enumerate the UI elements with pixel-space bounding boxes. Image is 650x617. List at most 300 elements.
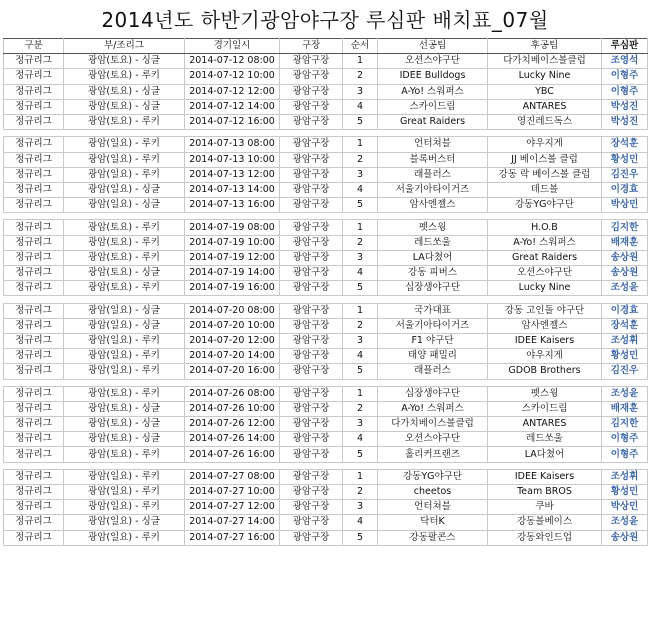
second-team-cell: 야우지게 — [488, 349, 602, 364]
spacer-cell — [602, 296, 648, 303]
datetime-cell: 2014-07-19 16:00 — [185, 281, 280, 296]
division-cell: 정규리그 — [4, 447, 64, 462]
group-spacer-row — [4, 213, 648, 220]
field-cell: 광암구장 — [280, 137, 343, 152]
order-cell: 5 — [343, 364, 378, 379]
league-cell: 광암(일요) - 루키 — [64, 469, 185, 484]
division-cell: 정규리그 — [4, 333, 64, 348]
second-team-cell: 오션스야구단 — [488, 266, 602, 281]
division-cell: 정규리그 — [4, 182, 64, 197]
field-cell: 광암구장 — [280, 99, 343, 114]
second-team-cell: 쿠바 — [488, 500, 602, 515]
umpire-cell: 조성윤 — [602, 281, 648, 296]
table-row — [4, 447, 648, 462]
spacer-cell — [488, 462, 602, 469]
second-team-cell: 암사엔젤스 — [488, 318, 602, 333]
league-cell: 광암(토요) - 루키 — [64, 447, 185, 462]
umpire-cell: 김지한 — [602, 417, 648, 432]
division-cell: 정규리그 — [4, 401, 64, 416]
umpire-cell: 장석훈 — [602, 318, 648, 333]
order-cell: 2 — [343, 152, 378, 167]
order-cell: 1 — [343, 386, 378, 401]
order-cell: 3 — [343, 417, 378, 432]
table-row — [4, 500, 648, 515]
table-row — [4, 182, 648, 197]
field-cell: 광암구장 — [280, 167, 343, 182]
first-team-cell: 레드쏘울 — [378, 235, 488, 250]
group-spacer-row — [4, 462, 648, 469]
first-team-cell: 오션스야구단 — [378, 54, 488, 69]
umpire-cell: 이경효 — [602, 303, 648, 318]
second-team-cell: Team BROS — [488, 485, 602, 500]
second-team-cell: Great Raiders — [488, 250, 602, 265]
table-row — [4, 69, 648, 84]
league-cell: 광암(토요) - 루키 — [64, 69, 185, 84]
table-row — [4, 84, 648, 99]
division-cell: 정규리그 — [4, 417, 64, 432]
second-team-cell: 강동와인드업 — [488, 530, 602, 545]
order-cell: 3 — [343, 84, 378, 99]
spacer-cell — [4, 296, 64, 303]
order-cell: 2 — [343, 235, 378, 250]
league-cell: 광암(일요) - 루키 — [64, 152, 185, 167]
first-team-cell: A-Yo! 스워퍼스 — [378, 401, 488, 416]
spacer-cell — [280, 213, 343, 220]
datetime-cell: 2014-07-19 10:00 — [185, 235, 280, 250]
datetime-cell: 2014-07-12 16:00 — [185, 114, 280, 129]
order-cell: 4 — [343, 182, 378, 197]
field-cell: 광암구장 — [280, 447, 343, 462]
first-team-cell: 홀리커프랜즈 — [378, 447, 488, 462]
league-cell: 광암(토요) - 루키 — [64, 281, 185, 296]
first-team-cell: 블록버스터 — [378, 152, 488, 167]
field-cell: 광암구장 — [280, 182, 343, 197]
league-cell: 광암(토요) - 싱글 — [64, 84, 185, 99]
group-spacer-row — [4, 379, 648, 386]
datetime-cell: 2014-07-19 14:00 — [185, 266, 280, 281]
umpire-cell: 이형주 — [602, 447, 648, 462]
first-team-cell: cheetos — [378, 485, 488, 500]
table-row — [4, 235, 648, 250]
second-team-cell: 야우지게 — [488, 137, 602, 152]
table-row — [4, 114, 648, 129]
order-cell: 2 — [343, 318, 378, 333]
datetime-cell: 2014-07-20 10:00 — [185, 318, 280, 333]
field-cell: 광암구장 — [280, 333, 343, 348]
datetime-cell: 2014-07-13 16:00 — [185, 198, 280, 213]
datetime-cell: 2014-07-12 08:00 — [185, 54, 280, 69]
second-team-cell: A-Yo! 스워퍼스 — [488, 235, 602, 250]
division-cell: 정규리그 — [4, 485, 64, 500]
umpire-cell: 배재훈 — [602, 235, 648, 250]
spacer-cell — [602, 462, 648, 469]
division-cell: 정규리그 — [4, 281, 64, 296]
division-cell: 정규리그 — [4, 530, 64, 545]
group-spacer-row — [4, 130, 648, 137]
order-cell: 4 — [343, 515, 378, 530]
order-cell: 5 — [343, 447, 378, 462]
umpire-cell: 황성민 — [602, 349, 648, 364]
order-cell: 4 — [343, 99, 378, 114]
league-cell: 광암(토요) - 싱글 — [64, 401, 185, 416]
datetime-cell: 2014-07-26 14:00 — [185, 432, 280, 447]
schedule-body — [4, 54, 648, 546]
first-team-cell: 언터쳐블 — [378, 137, 488, 152]
league-cell: 광암(일요) - 루키 — [64, 530, 185, 545]
umpire-cell: 김지한 — [602, 220, 648, 235]
table-row — [4, 152, 648, 167]
division-cell: 정규리그 — [4, 99, 64, 114]
datetime-cell: 2014-07-26 12:00 — [185, 417, 280, 432]
umpire-cell: 황성민 — [602, 152, 648, 167]
datetime-cell: 2014-07-20 16:00 — [185, 364, 280, 379]
league-cell: 광암(토요) - 루키 — [64, 386, 185, 401]
field-cell: 광암구장 — [280, 417, 343, 432]
umpire-cell: 황성민 — [602, 485, 648, 500]
second-team-cell: JJ 베이스볼 클럽 — [488, 152, 602, 167]
order-cell: 5 — [343, 530, 378, 545]
umpire-cell: 박성진 — [602, 114, 648, 129]
first-team-cell: 강동YG야구단 — [378, 469, 488, 484]
league-cell: 광암(일요) - 루키 — [64, 333, 185, 348]
first-team-cell: 강동 피버스 — [378, 266, 488, 281]
spacer-cell — [378, 296, 488, 303]
second-team-cell: YBC — [488, 84, 602, 99]
field-cell: 광암구장 — [280, 281, 343, 296]
umpire-cell: 박상민 — [602, 198, 648, 213]
umpire-cell: 장석훈 — [602, 137, 648, 152]
table-row — [4, 266, 648, 281]
second-team-cell: GDOB Brothers — [488, 364, 602, 379]
umpire-cell: 이형주 — [602, 432, 648, 447]
datetime-cell: 2014-07-19 12:00 — [185, 250, 280, 265]
umpire-cell: 조성휘 — [602, 469, 648, 484]
league-cell: 광암(일요) - 루키 — [64, 349, 185, 364]
table-row — [4, 515, 648, 530]
league-cell: 광암(일요) - 루키 — [64, 167, 185, 182]
first-team-cell: Great Raiders — [378, 114, 488, 129]
division-cell: 정규리그 — [4, 84, 64, 99]
datetime-cell: 2014-07-20 14:00 — [185, 349, 280, 364]
spacer-cell — [343, 130, 378, 137]
datetime-cell: 2014-07-27 14:00 — [185, 515, 280, 530]
league-cell: 광암(토요) - 루키 — [64, 220, 185, 235]
second-team-cell: 다가치베이스볼클럽 — [488, 54, 602, 69]
order-cell: 3 — [343, 500, 378, 515]
league-cell: 광암(일요) - 싱글 — [64, 515, 185, 530]
datetime-cell: 2014-07-13 12:00 — [185, 167, 280, 182]
datetime-cell: 2014-07-20 12:00 — [185, 333, 280, 348]
datetime-cell: 2014-07-13 10:00 — [185, 152, 280, 167]
spacer-cell — [602, 130, 648, 137]
spacer-cell — [185, 296, 280, 303]
field-cell: 광암구장 — [280, 220, 343, 235]
spacer-cell — [185, 213, 280, 220]
spacer-cell — [64, 462, 185, 469]
division-cell: 정규리그 — [4, 69, 64, 84]
order-cell: 5 — [343, 198, 378, 213]
spacer-cell — [378, 379, 488, 386]
second-team-cell: 강동 고인돌 야구단 — [488, 303, 602, 318]
field-cell: 광암구장 — [280, 69, 343, 84]
league-cell: 광암(토요) - 싱글 — [64, 417, 185, 432]
datetime-cell: 2014-07-26 16:00 — [185, 447, 280, 462]
spacer-cell — [64, 379, 185, 386]
first-team-cell: 강동팔콘스 — [378, 530, 488, 545]
first-team-cell: 다가치베이스볼클럽 — [378, 417, 488, 432]
first-team-cell: F1 야구단 — [378, 333, 488, 348]
league-cell: 광암(일요) - 싱글 — [64, 318, 185, 333]
spacer-cell — [488, 130, 602, 137]
field-cell: 광암구장 — [280, 500, 343, 515]
second-team-cell: 데드볼 — [488, 182, 602, 197]
umpire-cell: 송상원 — [602, 530, 648, 545]
datetime-cell: 2014-07-20 08:00 — [185, 303, 280, 318]
field-cell: 광암구장 — [280, 469, 343, 484]
spacer-cell — [343, 296, 378, 303]
league-cell: 광암(토요) - 싱글 — [64, 99, 185, 114]
spacer-cell — [280, 296, 343, 303]
first-team-cell: A-Yo! 스워퍼스 — [378, 84, 488, 99]
league-cell: 광암(일요) - 루키 — [64, 485, 185, 500]
spacer-cell — [488, 213, 602, 220]
umpire-cell: 이경효 — [602, 182, 648, 197]
header-row — [4, 39, 648, 54]
second-team-cell: 스카이드림 — [488, 401, 602, 416]
group-spacer-row — [4, 296, 648, 303]
header-field: 구장 — [280, 39, 343, 54]
second-team-cell: H.O.B — [488, 220, 602, 235]
datetime-cell: 2014-07-26 10:00 — [185, 401, 280, 416]
table-row — [4, 54, 648, 69]
league-cell: 광암(일요) - 싱글 — [64, 198, 185, 213]
table-row — [4, 349, 648, 364]
division-cell: 정규리그 — [4, 152, 64, 167]
field-cell: 광암구장 — [280, 250, 343, 265]
order-cell: 5 — [343, 281, 378, 296]
order-cell: 2 — [343, 69, 378, 84]
order-cell: 1 — [343, 220, 378, 235]
order-cell: 2 — [343, 401, 378, 416]
spacer-cell — [343, 213, 378, 220]
order-cell: 1 — [343, 137, 378, 152]
umpire-cell: 김진우 — [602, 364, 648, 379]
first-team-cell: 태양 패밀리 — [378, 349, 488, 364]
table-row — [4, 401, 648, 416]
spacer-cell — [280, 462, 343, 469]
datetime-cell: 2014-07-27 10:00 — [185, 485, 280, 500]
second-team-cell: LA다쳤어 — [488, 447, 602, 462]
header-umpire: 루심판 — [602, 39, 648, 54]
order-cell: 2 — [343, 485, 378, 500]
umpire-cell: 조성휘 — [602, 333, 648, 348]
umpire-cell: 조성윤 — [602, 515, 648, 530]
header-division: 구분 — [4, 39, 64, 54]
field-cell: 광암구장 — [280, 303, 343, 318]
spacer-cell — [4, 213, 64, 220]
division-cell: 정규리그 — [4, 114, 64, 129]
table-row — [4, 167, 648, 182]
spacer-cell — [185, 462, 280, 469]
table-row — [4, 417, 648, 432]
umpire-cell: 이형주 — [602, 69, 648, 84]
table-row — [4, 530, 648, 545]
datetime-cell: 2014-07-12 10:00 — [185, 69, 280, 84]
first-team-cell: 스카이드림 — [378, 99, 488, 114]
datetime-cell: 2014-07-12 12:00 — [185, 84, 280, 99]
division-cell: 정규리그 — [4, 220, 64, 235]
first-team-cell: 펫스윙 — [378, 220, 488, 235]
division-cell: 정규리그 — [4, 235, 64, 250]
second-team-cell: 강동YG야구단 — [488, 198, 602, 213]
table-row — [4, 198, 648, 213]
league-cell: 광암(토요) - 루키 — [64, 114, 185, 129]
spacer-cell — [488, 296, 602, 303]
league-cell: 광암(일요) - 싱글 — [64, 303, 185, 318]
umpire-cell: 송상원 — [602, 266, 648, 281]
league-cell: 광암(토요) - 루키 — [64, 250, 185, 265]
league-cell: 광암(일요) - 루키 — [64, 364, 185, 379]
field-cell: 광암구장 — [280, 515, 343, 530]
spacer-cell — [378, 462, 488, 469]
league-cell: 광암(토요) - 싱글 — [64, 266, 185, 281]
division-cell: 정규리그 — [4, 500, 64, 515]
second-team-cell: 강동볼베이스 — [488, 515, 602, 530]
field-cell: 광암구장 — [280, 198, 343, 213]
first-team-cell: 래플러스 — [378, 364, 488, 379]
header-league: 부/조리그 — [64, 39, 185, 54]
division-cell: 정규리그 — [4, 167, 64, 182]
division-cell: 정규리그 — [4, 469, 64, 484]
table-row — [4, 318, 648, 333]
first-team-cell: 십장생야구단 — [378, 386, 488, 401]
spacer-cell — [602, 379, 648, 386]
spacer-cell — [378, 130, 488, 137]
order-cell: 3 — [343, 167, 378, 182]
spacer-cell — [185, 130, 280, 137]
field-cell: 광암구장 — [280, 485, 343, 500]
datetime-cell: 2014-07-12 14:00 — [185, 99, 280, 114]
spacer-cell — [64, 296, 185, 303]
division-cell: 정규리그 — [4, 349, 64, 364]
second-team-cell: IDEE Kaisers — [488, 469, 602, 484]
first-team-cell: 서울기아타이거즈 — [378, 182, 488, 197]
spacer-cell — [343, 379, 378, 386]
table-row — [4, 333, 648, 348]
umpire-cell: 박성진 — [602, 99, 648, 114]
table-row — [4, 364, 648, 379]
field-cell: 광암구장 — [280, 432, 343, 447]
first-team-cell: 서울기아타이거즈 — [378, 318, 488, 333]
second-team-cell: 영진레드독스 — [488, 114, 602, 129]
table-row — [4, 485, 648, 500]
spacer-cell — [378, 213, 488, 220]
datetime-cell: 2014-07-27 12:00 — [185, 500, 280, 515]
umpire-cell: 조영석 — [602, 54, 648, 69]
first-team-cell: 십장생야구단 — [378, 281, 488, 296]
table-row — [4, 137, 648, 152]
table-row — [4, 469, 648, 484]
league-cell: 광암(일요) - 싱글 — [64, 182, 185, 197]
table-row — [4, 386, 648, 401]
division-cell: 정규리그 — [4, 432, 64, 447]
field-cell: 광암구장 — [280, 54, 343, 69]
order-cell: 3 — [343, 250, 378, 265]
sheet-title: 2014년도 하반기광암야구장 루심판 배치표_07월 — [101, 8, 549, 32]
division-cell: 정규리그 — [4, 364, 64, 379]
umpire-cell: 배재훈 — [602, 401, 648, 416]
first-team-cell: LA다쳤어 — [378, 250, 488, 265]
field-cell: 광암구장 — [280, 318, 343, 333]
second-team-cell: ANTARES — [488, 417, 602, 432]
division-cell: 정규리그 — [4, 318, 64, 333]
order-cell: 3 — [343, 333, 378, 348]
order-cell: 5 — [343, 114, 378, 129]
first-team-cell: 언터쳐블 — [378, 500, 488, 515]
table-row — [4, 220, 648, 235]
field-cell: 광암구장 — [280, 386, 343, 401]
spacer-cell — [280, 379, 343, 386]
order-cell: 4 — [343, 349, 378, 364]
field-cell: 광암구장 — [280, 266, 343, 281]
field-cell: 광암구장 — [280, 530, 343, 545]
spacer-cell — [185, 379, 280, 386]
first-team-cell: 암사엔젤스 — [378, 198, 488, 213]
header-first-team: 선공팀 — [378, 39, 488, 54]
order-cell: 1 — [343, 54, 378, 69]
first-team-cell: 오션스야구단 — [378, 432, 488, 447]
datetime-cell: 2014-07-27 16:00 — [185, 530, 280, 545]
field-cell: 광암구장 — [280, 152, 343, 167]
spacer-cell — [64, 213, 185, 220]
spacer-cell — [602, 213, 648, 220]
spacer-cell — [280, 130, 343, 137]
field-cell: 광암구장 — [280, 364, 343, 379]
league-cell: 광암(토요) - 루키 — [64, 235, 185, 250]
field-cell: 광암구장 — [280, 401, 343, 416]
division-cell: 정규리그 — [4, 515, 64, 530]
field-cell: 광암구장 — [280, 114, 343, 129]
first-team-cell: 닥터K — [378, 515, 488, 530]
second-team-cell: 레드쏘울 — [488, 432, 602, 447]
first-team-cell: 국가대표 — [378, 303, 488, 318]
division-cell: 정규리그 — [4, 303, 64, 318]
league-cell: 광암(토요) - 싱글 — [64, 54, 185, 69]
division-cell: 정규리그 — [4, 266, 64, 281]
field-cell: 광암구장 — [280, 84, 343, 99]
division-cell: 정규리그 — [4, 250, 64, 265]
spacer-cell — [64, 130, 185, 137]
datetime-cell: 2014-07-26 08:00 — [185, 386, 280, 401]
umpire-cell: 박상민 — [602, 500, 648, 515]
spacer-cell — [488, 379, 602, 386]
umpire-cell: 조성윤 — [602, 386, 648, 401]
table-row — [4, 250, 648, 265]
field-cell: 광암구장 — [280, 349, 343, 364]
order-cell: 4 — [343, 266, 378, 281]
second-team-cell: IDEE Kaisers — [488, 333, 602, 348]
second-team-cell: Lucky Nine — [488, 281, 602, 296]
datetime-cell: 2014-07-13 14:00 — [185, 182, 280, 197]
datetime-cell: 2014-07-13 08:00 — [185, 137, 280, 152]
order-cell: 4 — [343, 432, 378, 447]
umpire-cell: 이형주 — [602, 84, 648, 99]
table-row — [4, 303, 648, 318]
umpire-schedule-table — [3, 38, 648, 546]
umpire-cell: 김진우 — [602, 167, 648, 182]
first-team-cell: IDEE Bulldogs — [378, 69, 488, 84]
header-order: 순서 — [343, 39, 378, 54]
